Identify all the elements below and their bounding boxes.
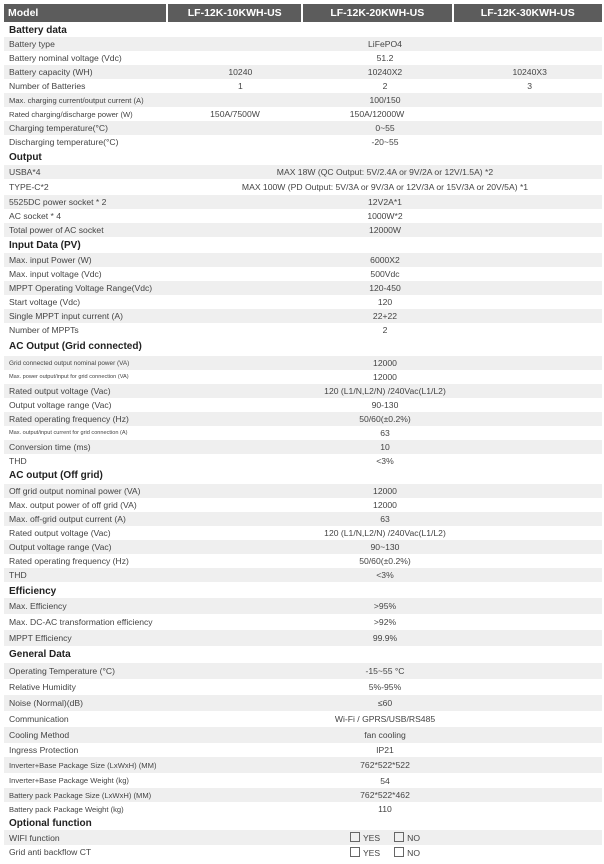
row-label: Battery type [9,39,55,49]
row-value: 10 [380,442,390,452]
ct-no-option[interactable] [394,847,420,858]
table-row [4,743,602,757]
value-30kwh: 10240X3 [512,67,547,77]
row-value: 12000 [373,486,397,496]
section-ac-grid [4,339,602,353]
row-label: THD [9,570,27,580]
row-label: Max. input voltage (Vdc) [9,269,102,279]
row-label: Discharging temperature(°C) [9,137,119,147]
row-value: 1000W*2 [367,211,403,221]
row-value: -15~55 °C [365,666,405,676]
section-title: General Data [9,648,71,660]
row-value: 54 [380,775,390,786]
table-row [4,614,602,630]
table-row [4,384,602,398]
value-20kwh: 10240X2 [367,67,403,77]
table-row [4,295,602,309]
row-label: Total power of AC socket [9,225,104,235]
row-value: 120 [377,297,393,307]
table-row [4,554,602,568]
row-label: Max. off-grid output current (A) [9,514,126,524]
section-ac-off-grid [4,468,602,482]
table-row [4,223,602,237]
row-label: Number of MPPTs [9,325,79,335]
row-label: Max. output/input current for grid connection (A) [9,430,128,436]
table-row [4,398,602,412]
row-label: MPPT Operating Voltage Range(Vdc) [9,283,153,293]
row-value: Wi-Fi / GPRS/USB/RS485 [334,714,436,724]
row-label: Rated charging/discharge power (W) [9,109,133,119]
table-row [4,323,602,337]
row-label: Max. DC-AC transformation efficiency [9,617,153,627]
model-header: Model [4,4,166,22]
row-label: Number of Batteries [9,81,86,91]
table-row [4,727,602,743]
row-label: Relative Humidity [9,682,76,692]
row-value: >95% [373,601,397,611]
table-row [4,135,602,149]
value-10kwh: 1 [237,81,243,91]
table-row [4,180,602,194]
row-label: Single MPPT input current (A) [9,311,123,321]
table-row [4,454,602,468]
row-label: Battery nominal voltage (Vdc) [9,53,122,63]
row-value: 99.9% [372,633,398,643]
table-row [4,757,602,773]
row-value: 5%-95% [368,682,402,692]
row-label: MPPT Efficiency [9,633,72,643]
option-label: YES [362,833,381,843]
row-label: Off grid output nominal power (VA) [9,486,141,496]
table-row [4,281,602,295]
row-label: Cooling Method [9,730,70,740]
row-value: ≤60 [377,698,393,708]
row-value: <3% [376,570,394,580]
table-row [4,526,602,540]
checkbox-icon[interactable] [350,832,360,842]
option-label: NO [407,847,421,858]
table-row [4,440,602,454]
row-value: 12000 [373,358,397,368]
row-label: Start voltage (Vdc) [9,297,81,307]
row-value: 120 (L1/N,L2/N) /240Vac(L1/L2) [324,528,446,538]
row-label: Max. power output/input for grid connection (VA) [9,374,129,380]
table-row [4,309,602,323]
table-row [4,498,602,512]
row-label: Inverter+Base Package Size (LxWxH) (MM) [9,760,157,770]
option-label: NO [407,833,421,843]
value-10kwh: 150A/7500W [210,109,260,119]
row-value: 63 [380,514,390,524]
section-output [4,150,602,164]
table-row [4,93,602,107]
row-label: Max. charging current/output current (A) [9,95,144,105]
section-title: Output [9,151,42,163]
row-value: >92% [373,617,397,627]
value-30kwh: 3 [527,81,533,91]
table-row [4,209,602,223]
model-10kwh-header: LF-12K-10KWH-US [166,4,301,22]
row-value: MAX 100W (PD Output: 5V/3A or 9V/3A or 12V/3A or 15V/3A or 20V/5A) *1 [241,182,529,192]
table-row [4,267,602,281]
row-label: Rated output voltage (Vac) [9,528,111,538]
table-row [4,412,602,426]
row-label: Max. input Power (W) [9,255,92,265]
value-20kwh: 150A/12000W [349,109,405,119]
table-row [4,356,602,370]
table-row [4,121,602,135]
row-label: 5525DC power socket * 2 [9,197,107,207]
section-title: Optional function [9,817,92,829]
row-value: 12000W [368,225,401,235]
table-row [4,568,602,582]
table-row [4,107,602,121]
section-title: Efficiency [9,585,57,597]
row-value: 2 [382,325,388,335]
value-10kwh: 10240 [228,67,253,77]
row-label: Conversion time (ms) [9,442,91,452]
row-label: Max. Efficiency [9,601,67,611]
row-label: Communication [9,714,69,724]
wifi-yes-option[interactable] [350,832,380,843]
row-value: MAX 18W (QC Output: 5V/2.4A or 9V/2A or 12V/1.5A) *2 [276,167,494,177]
section-general-data [4,647,602,661]
row-label: Rated output voltage (Vac) [9,386,111,396]
table-row [4,802,602,816]
row-value: 12V2A*1 [368,197,402,207]
row-label: Operating Temperature (°C) [9,666,115,676]
table-header [4,4,602,22]
section-efficiency [4,584,602,598]
row-value: 12000 [373,372,397,382]
section-title: AC output (Off grid) [9,469,103,481]
table-row [4,79,602,93]
table-row [4,663,602,679]
row-value: <3% [376,456,394,466]
table-row [4,165,602,179]
table-row [4,65,602,79]
row-value: 22+22 [372,311,398,321]
row-label: Max. output power of off grid (VA) [9,500,137,510]
table-row [4,695,602,711]
row-label: Output voltage range (Vac) [9,542,112,552]
table-row [4,845,602,859]
section-input-pv [4,238,602,252]
table-row [4,598,602,614]
row-label: AC socket * 4 [9,211,62,221]
checkbox-icon[interactable] [350,847,360,857]
table-row [4,630,602,646]
section-title: Battery data [9,24,67,36]
row-value: 90-130 [371,400,399,410]
row-value: IP21 [376,745,394,755]
row-value: 110 [378,804,392,814]
row-label: Noise (Normal)(dB) [9,698,84,708]
checkbox-icon[interactable] [394,847,404,857]
row-value: 120-450 [369,283,401,293]
row-label: Grid anti backflow CT [9,847,92,857]
row-value: 762*522*462 [360,790,410,800]
model-20kwh-header: LF-12K-20KWH-US [301,4,451,22]
row-value: 12000 [373,500,397,510]
row-value: 90~130 [370,542,400,552]
table-row [4,484,602,498]
table-row [4,51,602,65]
row-value: 762*522*522 [360,760,410,770]
row-label: TYPE-C*2 [9,182,49,192]
row-label: Rated operating frequency (Hz) [9,414,129,424]
table-row [4,426,602,440]
table-row [4,711,602,727]
row-value: fan cooling [364,730,406,740]
row-label: Battery capacity (WH) [9,67,93,77]
checkbox-icon[interactable] [394,832,404,842]
row-value: 50/60(±0.2%) [359,556,411,566]
table-row [4,512,602,526]
row-value: LiFePO4 [368,39,402,49]
row-label: THD [9,456,27,466]
table-row [4,370,602,384]
value-20kwh: 2 [382,81,388,91]
wifi-no-option[interactable] [394,832,420,843]
row-label: Battery pack Package Size (LxWxH) (MM) [9,790,152,800]
row-label: Inverter+Base Package Weight (kg) [9,776,129,785]
table-row [4,540,602,554]
table-row [4,830,602,845]
row-label: Battery pack Package Weight (kg) [9,804,124,814]
row-label: USBA*4 [9,167,41,177]
row-value: 63 [380,428,390,438]
row-value: 50/60(±0.2%) [359,414,411,424]
row-value: 100/150 [369,95,401,105]
table-row [4,773,602,788]
row-value: 500Vdc [370,269,400,279]
row-label: WIFI function [9,832,60,843]
row-value: 0~55 [375,123,395,133]
table-row [4,195,602,209]
model-30kwh-header: LF-12K-30KWH-US [452,4,602,22]
table-row [4,253,602,267]
option-label: YES [362,847,381,858]
table-row [4,679,602,695]
row-label: Charging temperature(°C) [9,123,108,133]
row-label: Output voltage range (Vac) [9,400,112,410]
row-label: Grid connected output nominal power (VA) [9,359,130,367]
row-label: Ingress Protection [9,745,79,755]
row-label: Rated operating frequency (Hz) [9,556,129,566]
row-value: -20~55 [371,137,399,147]
section-title: AC Output (Grid connected) [9,340,142,352]
table-row [4,37,602,51]
section-battery-data [4,23,602,37]
row-value: 51.2 [376,53,394,63]
table-row [4,788,602,802]
section-optional-function [4,816,602,830]
ct-yes-option[interactable] [350,847,380,858]
row-value: 6000X2 [370,255,400,265]
section-title: Input Data (PV) [9,239,81,251]
row-value: 120 (L1/N,L2/N) /240Vac(L1/L2) [324,386,446,396]
